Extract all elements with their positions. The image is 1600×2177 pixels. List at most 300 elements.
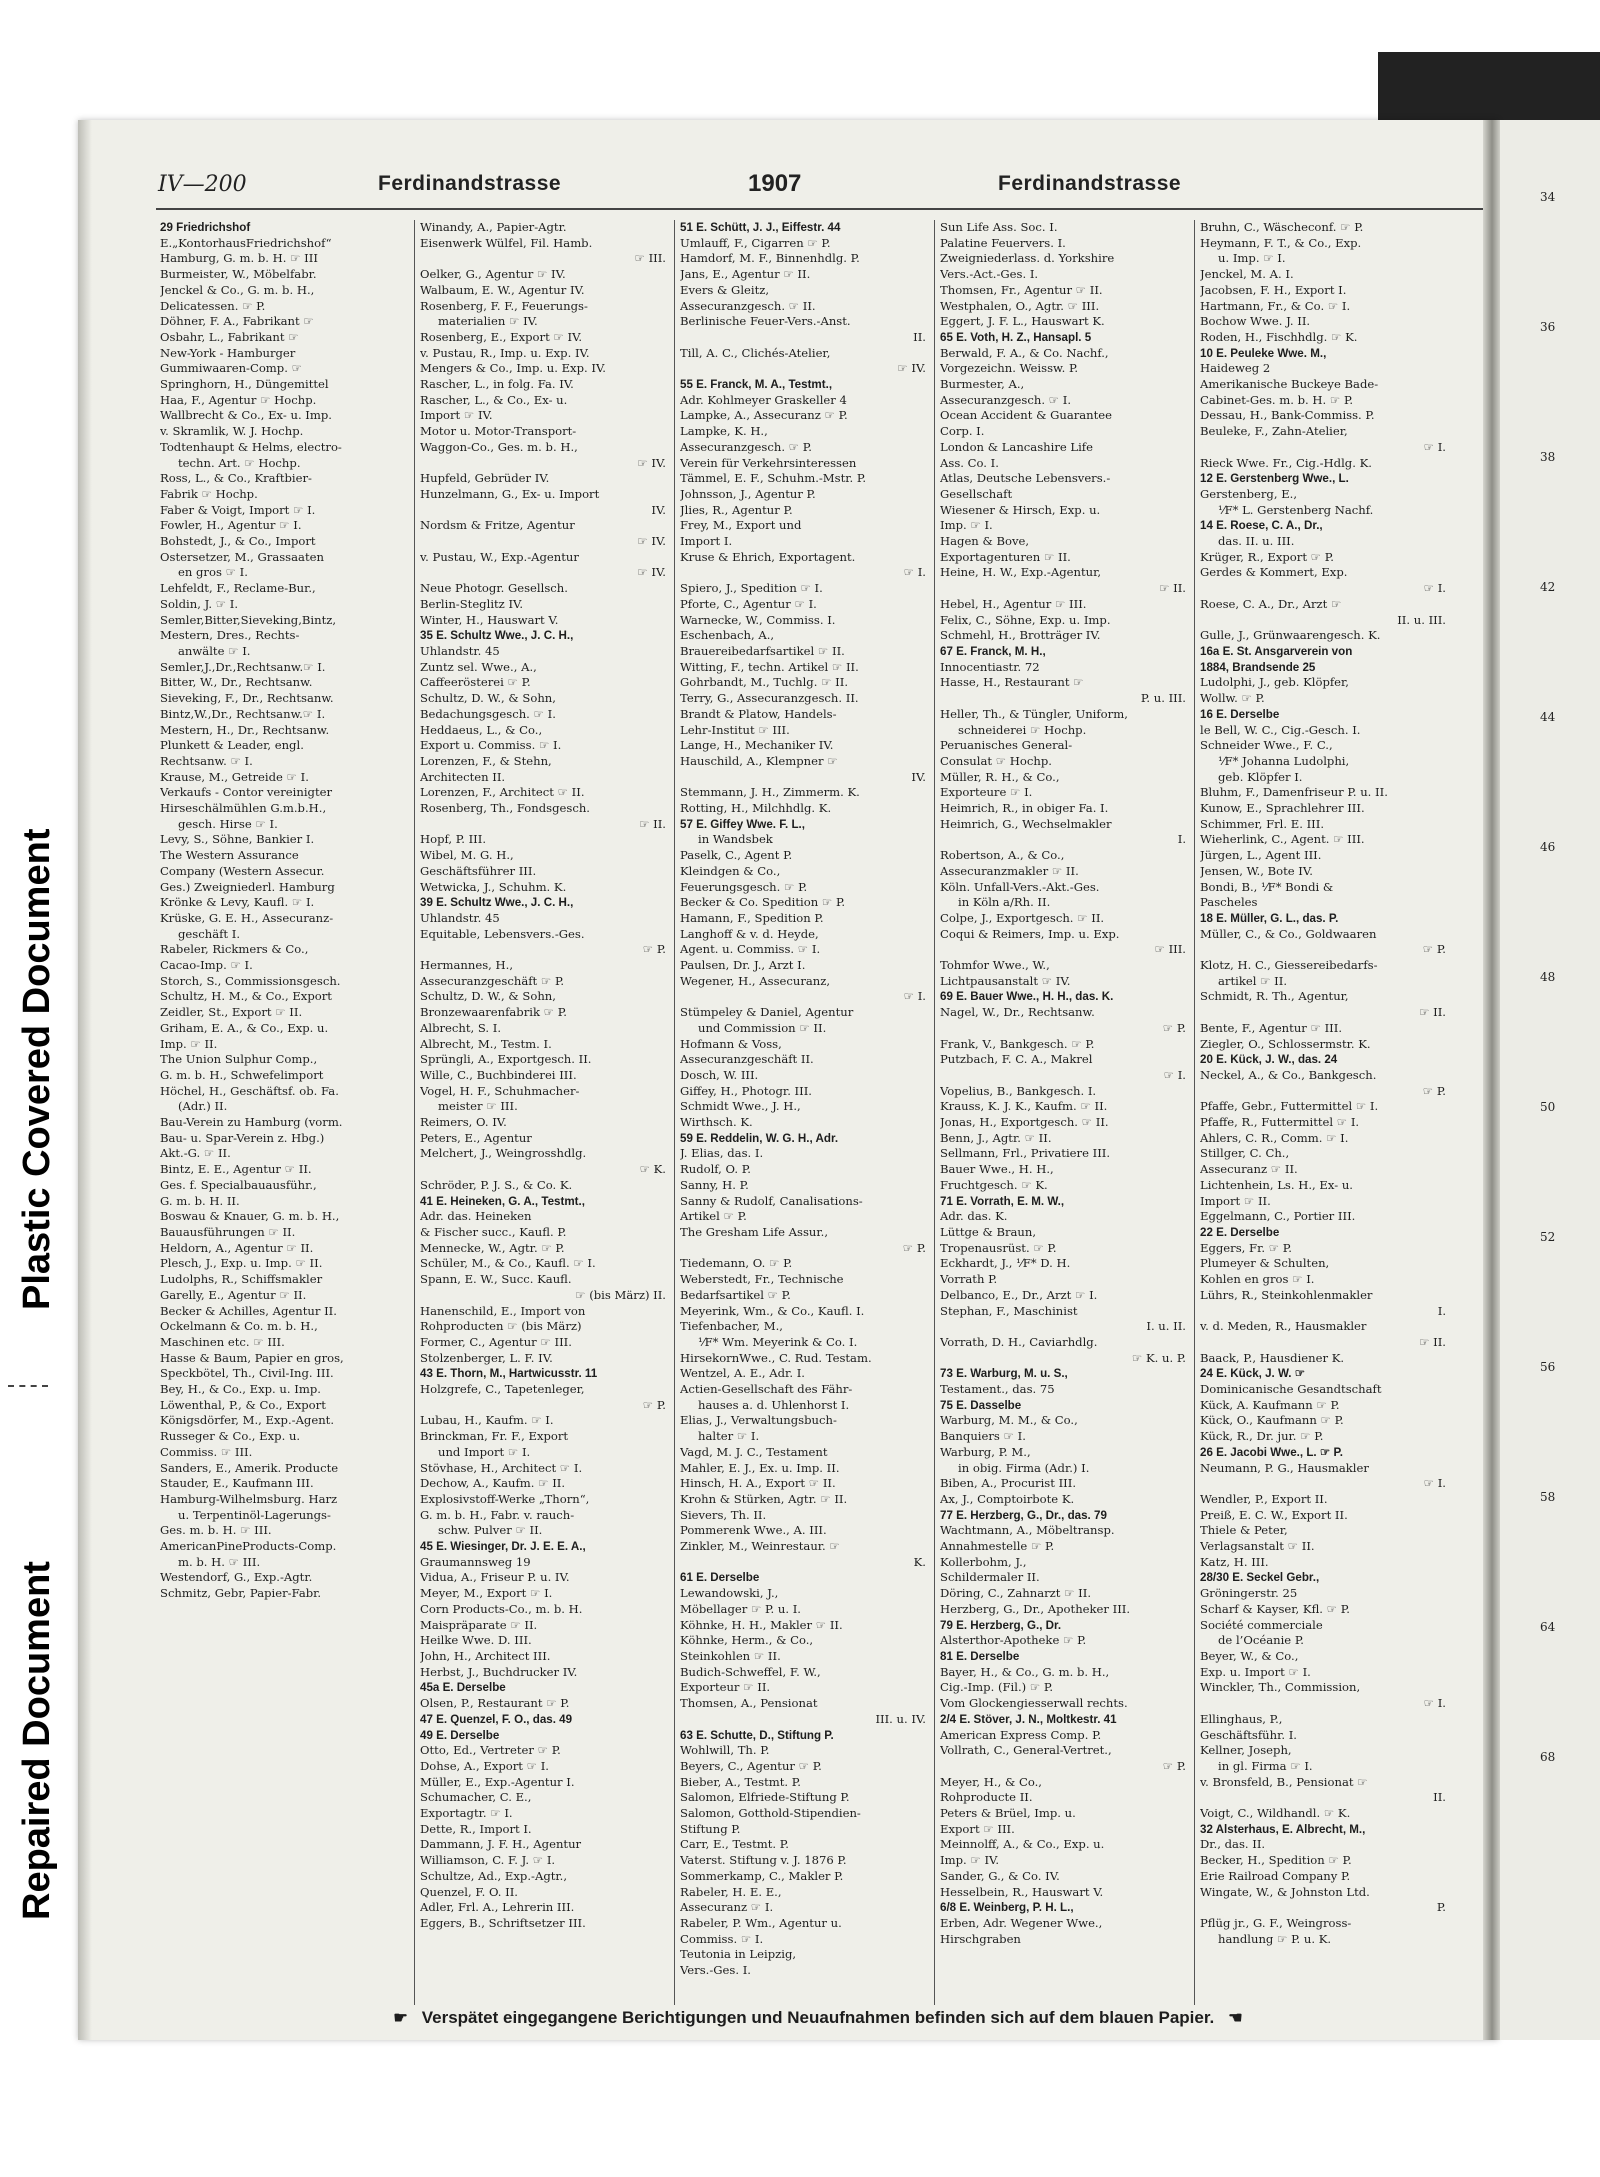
directory-entry-line: Export ☞ III. — [940, 1821, 1015, 1836]
adjacent-page-number: 52 — [1540, 1230, 1556, 1244]
directory-entry-line: Walbaum, E. W., Agentur IV. — [420, 282, 585, 297]
directory-entry-line: Uhlandstr. 45 — [420, 643, 500, 658]
directory-entry-line: Assecuranzmakler ☞ II. — [940, 863, 1079, 878]
directory-entry-line: ☞ I. — [903, 989, 926, 1004]
directory-entry-line: 10 E. Peuleke Wwe. M., — [1200, 346, 1327, 360]
adjacent-page-edge — [1500, 120, 1600, 2040]
directory-entry-line: Krause, M., Getreide ☞ I. — [160, 769, 309, 784]
directory-entry-line: schw. Pulver ☞ II. — [438, 1523, 543, 1538]
directory-entry-line: materialien ☞ IV. — [438, 314, 538, 329]
directory-entry-line: Jacobsen, F. H., Export I. — [1200, 282, 1347, 297]
directory-entry-line: Wibel, M. G. H., — [420, 848, 514, 863]
directory-entry-line: 77 E. Herzberg, G., Dr., das. 79 — [940, 1508, 1107, 1522]
directory-entry-line: P. u. III. — [1140, 691, 1186, 706]
directory-entry-line: Schultz, D. W., & Sohn, — [420, 989, 556, 1004]
directory-entry-line: Import ☞ IV. — [420, 408, 493, 423]
directory-entry-line: Scharf & Kayser, Kfl. ☞ P. — [1200, 1601, 1350, 1616]
directory-entry-line: Hanenschild, E., Import von — [420, 1303, 586, 1318]
directory-entry-line: Coqui & Reimers, Imp. u. Exp. — [940, 926, 1120, 941]
directory-entry-line: ☞ K. — [639, 1162, 666, 1177]
directory-entry-line: Brinckman, Fr. F., Export — [420, 1429, 569, 1444]
directory-entry-line: Jensen, W., Bote IV. — [1200, 863, 1313, 878]
directory-entry-line: E.„KontorhausFriedrichshof“ — [160, 235, 332, 250]
directory-entry-line: Paselk, C., Agent P. — [680, 848, 793, 863]
directory-entry-line: Krüger, R., Export ☞ P. — [1200, 549, 1334, 564]
directory-entry-line: 75 E. Dasselbe — [940, 1398, 1022, 1412]
directory-entry-line: Corn Products-Co., m. b. H. — [420, 1601, 583, 1616]
directory-entry-line: Rascher, L., & Co., Ex- u. — [420, 392, 568, 407]
directory-entry-line: Testament., das. 75 — [940, 1382, 1055, 1397]
directory-entry-line: John, H., Architect III. — [420, 1648, 551, 1663]
directory-entry-line: Stauder, E., Kaufmann III. — [160, 1476, 314, 1491]
directory-entry-line: Hesselbein, R., Hauswart V. — [940, 1884, 1104, 1899]
directory-entry-line: Plunkett & Leader, engl. — [160, 738, 304, 753]
directory-entry-line: Dr., das. II. — [1200, 1837, 1266, 1852]
directory-entry-line: Bau- u. Spar-Verein z. Hbg.) — [160, 1130, 325, 1145]
directory-entry-line: Brandt & Platow, Handels- — [680, 706, 837, 721]
directory-entry-line: I. — [1177, 832, 1186, 847]
directory-entry-line: Meyer, H., & Co., — [940, 1774, 1042, 1789]
directory-entry-line: G. m. b. H. II. — [160, 1193, 240, 1208]
directory-entry-line: Rosenberg, Th., Fondsgesch. — [420, 801, 590, 816]
directory-entry-line: geb. Klöpfer I. — [1218, 769, 1303, 784]
directory-entry-line: Plesch, J., Exp. u. Imp. ☞ II. — [160, 1256, 323, 1271]
directory-entry-line: Amerikanische Buckeye Bade- — [1200, 377, 1379, 392]
directory-entry-line: 32 Alsterhaus, E. Albrecht, M., — [1200, 1822, 1366, 1836]
directory-entry-line: in Köln a/Rh. II. — [958, 895, 1051, 910]
directory-entry-line: Dohse, A., Export ☞ I. — [420, 1758, 549, 1773]
directory-entry-line: Biben, A., Procurist III. — [940, 1476, 1077, 1491]
adjacent-page-number: 46 — [1540, 840, 1556, 854]
directory-entry-line: ☞ IV. — [897, 361, 926, 376]
directory-entry-line: Ludolphs, R., Schiffsmakler — [160, 1272, 323, 1287]
directory-entry-line: Pommerenk Wwe., A. III. — [680, 1523, 827, 1538]
directory-entry-line: in Wandsbek — [698, 832, 773, 847]
adjacent-page-number: 34 — [1540, 190, 1556, 204]
directory-entry-line: Albrecht, S. I. — [420, 1020, 502, 1035]
directory-entry-line: Beyers, C., Agentur ☞ P. — [680, 1758, 822, 1773]
directory-entry-line: Otto, Ed., Vertreter ☞ P. — [420, 1743, 561, 1758]
directory-entry-line: Lewandowski, J., — [680, 1586, 779, 1601]
directory-entry-line: in obig. Firma (Adr.) I. — [958, 1460, 1090, 1475]
directory-entry-line: Lehr-Institut ☞ III. — [680, 722, 790, 737]
directory-entry-line: und Commission ☞ II. — [698, 1020, 827, 1035]
directory-entry-line: Spiero, J., Spedition ☞ I. — [680, 581, 823, 596]
directory-entry-line: Spann, E. W., Succ. Kaufl. — [420, 1272, 572, 1287]
directory-entry-line: Dosch, W. III. — [680, 1067, 759, 1082]
directory-entry-line: Warnecke, W., Commiss. I. — [680, 612, 836, 627]
directory-entry-line: Erben, Adr. Wegener Wwe., — [940, 1915, 1103, 1930]
directory-entry-line: anwälte ☞ I. — [178, 643, 251, 658]
directory-entry-line: Gesellschaft — [940, 486, 1013, 501]
adjacent-page-number: 36 — [1540, 320, 1556, 334]
directory-entry-line: Gröningerstr. 25 — [1200, 1586, 1298, 1601]
directory-entry-line: meister ☞ III. — [438, 1099, 518, 1114]
directory-entry-line: Hebel, H., Agentur ☞ III. — [940, 596, 1087, 611]
directory-entry-line: Faber & Voigt, Import ☞ I. — [160, 502, 316, 517]
directory-entry-line: Schultz, H. M., & Co., Export — [160, 989, 332, 1004]
directory-entry-line: Wieherlink, C., Agent. ☞ III. — [1200, 832, 1365, 847]
directory-entry-line: Höchel, H., Geschäftsf. ob. Fa. — [160, 1083, 339, 1098]
directory-column-4 — [940, 220, 1186, 2010]
directory-entry-line: Hamburg, G. m. b. H. ☞ III — [160, 251, 318, 266]
directory-entry-line: I. — [1437, 1303, 1446, 1318]
directory-entry-line: Ges. f. Specialbauausführ., — [160, 1177, 317, 1192]
directory-entry-line: Annahmestelle ☞ P. — [940, 1539, 1055, 1554]
directory-entry-line: Exp. u. Import ☞ I. — [1200, 1664, 1311, 1679]
directory-entry-line: Exporteure ☞ I. — [940, 785, 1033, 800]
directory-entry-line: Kunow, E., Sprachlehrer III. — [1200, 801, 1365, 816]
directory-entry-line: Wallbrecht & Co., Ex- u. Imp. — [160, 408, 332, 423]
directory-entry-line: Mahler, E. J., Ex. u. Imp. II. — [680, 1460, 840, 1475]
directory-entry-line: Schmehl, H., Brotträger IV. — [940, 628, 1101, 643]
header-year: 1907 — [748, 170, 802, 197]
directory-entry-line: Robertson, A., & Co., — [940, 848, 1065, 863]
directory-entry-line: Vidua, A., Friseur P. u. IV. — [420, 1570, 570, 1585]
directory-entry-line: Jonas, H., Exportgesch. ☞ II. — [940, 1115, 1109, 1130]
directory-entry-line: 45 E. Wiesinger, Dr. J. E. E. A., — [420, 1540, 586, 1554]
column-divider — [674, 220, 675, 2005]
directory-entry-line: Innocentiastr. 72 — [940, 659, 1040, 674]
directory-entry-line: Banquiers ☞ I. — [940, 1429, 1026, 1444]
directory-entry-line: Haideweg 2 — [1200, 361, 1271, 376]
directory-entry-line: Semler,J.,Dr.,Rechtsanw.☞ I. — [160, 659, 326, 674]
directory-entry-line: 6/8 E. Weinberg, P. H. L., — [940, 1901, 1074, 1915]
directory-entry-line: Köln. Unfall-Vers.-Akt.-Ges. — [940, 879, 1100, 894]
directory-entry-line: 18 E. Müller, G. L., das. P. — [1200, 911, 1339, 925]
adjacent-page-number: 44 — [1540, 710, 1556, 724]
directory-entry-line: Langhoff & v. d. Heyde, — [680, 926, 819, 941]
directory-entry-line: 12 E. Gerstenberg Wwe., L. — [1200, 472, 1349, 486]
directory-entry-line: Dette, R., Import I. — [420, 1821, 532, 1836]
directory-entry-line: 49 E. Derselbe — [420, 1728, 500, 1742]
directory-entry-line: Uhlandstr. 45 — [420, 910, 500, 925]
directory-entry-line: II. — [913, 329, 926, 344]
directory-entry-line: Ocean Accident & Guarantee — [940, 408, 1113, 423]
directory-entry-line: Burmeister, W., Möbelfabr. — [160, 267, 317, 282]
directory-entry-line: Wentzel, A. E., Adr. I. — [680, 1366, 805, 1381]
directory-entry-line: Schmitz, Gebr, Papier-Fabr. — [160, 1586, 322, 1601]
directory-entry-line: Möbellager ☞ P. u. I. — [680, 1601, 801, 1616]
directory-entry-line: Ges.) Zweigniederl. Hamburg — [160, 879, 335, 894]
directory-entry-line: Heimrich, G., Wechselmakler — [940, 816, 1112, 831]
adjacent-page-number: 38 — [1540, 450, 1556, 464]
directory-entry-line: Eggelmann, C., Portier III. — [1200, 1209, 1356, 1224]
directory-entry-line: Tohmfor Wwe., W., — [940, 958, 1050, 973]
directory-entry-line: Stövhase, H., Architect ☞ I. — [420, 1460, 583, 1475]
directory-entry-line: Storch, S., Commissionsgesch. — [160, 973, 341, 988]
directory-entry-line: Stillger, C. Ch., — [1200, 1146, 1290, 1161]
directory-entry-line: 61 E. Derselbe — [680, 1571, 760, 1585]
directory-entry-line: Wohlwill, Th. P. — [680, 1743, 770, 1758]
directory-entry-line: Brauereibedarfsartikel ☞ II. — [680, 643, 845, 658]
directory-column-1 — [160, 220, 406, 2010]
directory-entry-line: Melchert, J., Weingrosshdlg. — [420, 1146, 587, 1161]
directory-entry-line: Stiftung P. — [680, 1821, 741, 1836]
directory-entry-line: Katz, H. III. — [1200, 1554, 1269, 1569]
header-title-left: Ferdinandstrasse — [378, 172, 562, 195]
directory-entry-line: Caffeerösterei ☞ P. — [420, 675, 531, 690]
directory-entry-line: Bluhm, F., Damenfriseur P. u. II. — [1200, 785, 1388, 800]
directory-entry-line: Eggers, Fr. ☞ P. — [1200, 1240, 1292, 1255]
directory-entry-line: Wegener, H., Assecuranz, — [680, 973, 831, 988]
directory-entry-line: Soldin, J. ☞ I. — [160, 596, 239, 611]
adjacent-page-number: 50 — [1540, 1100, 1556, 1114]
directory-entry-line: Salomon, Gotthold-Stipendien- — [680, 1806, 861, 1821]
directory-entry-line: Architecten II. — [420, 769, 506, 784]
directory-entry-line: Wachtmann, A., Möbeltransp. — [940, 1523, 1115, 1538]
directory-entry-line: Cabinet-Ges. m. b. H. ☞ P. — [1200, 392, 1354, 407]
directory-entry-line: Speckbötel, Th., Civil-Ing. III. — [160, 1366, 334, 1381]
directory-entry-line: Hofmann & Voss, — [680, 1036, 782, 1051]
directory-entry-line: 57 E. Giffey Wwe. F. L., — [680, 817, 805, 831]
directory-entry-line: in gl. Firma ☞ I. — [1218, 1758, 1313, 1773]
directory-entry-line: Wetwicka, J., Schuhm. K. — [420, 879, 567, 894]
directory-entry-line: 28/30 E. Seckel Gebr., — [1200, 1571, 1320, 1585]
directory-entry-line: Schultze, Ad., Exp.-Agtr., — [420, 1868, 568, 1883]
directory-entry-line: Sellmann, Frl., Privatiere III. — [940, 1146, 1111, 1161]
directory-entry-line: Import I. — [680, 534, 733, 549]
directory-entry-line: Jans, E., Agentur ☞ II. — [680, 267, 811, 282]
directory-entry-line: The Gresham Life Assur., — [680, 1225, 829, 1239]
directory-entry-line: I. u. II. — [1146, 1319, 1186, 1334]
directory-entry-line: Lange, H., Mechaniker IV. — [680, 738, 834, 753]
directory-entry-line: Sievers, Th. II. — [680, 1507, 767, 1522]
directory-entry-line: Eggers, B., Schriftsetzer III. — [420, 1915, 586, 1930]
directory-entry-line: Winckler, Th., Commission, — [1200, 1680, 1361, 1695]
directory-entry-line: ☞ P. — [1422, 1083, 1446, 1098]
directory-entry-line: ☞ I. — [1423, 1696, 1446, 1711]
directory-entry-line: 59 E. Reddelin, W. G. H., Adr. — [680, 1131, 839, 1145]
directory-entry-line: Feuerungsgesch. ☞ P. — [680, 879, 808, 894]
directory-entry-line: Corp. I. — [940, 424, 985, 439]
directory-entry-line: Rohproducte II. — [940, 1790, 1033, 1805]
directory-entry-line: Müller, R. H., & Co., — [940, 769, 1060, 784]
directory-entry-line: Ostersetzer, M., Grassaaten — [160, 549, 324, 564]
directory-entry-line: Rohproducten ☞ (bis März) — [420, 1319, 582, 1334]
directory-entry-line: Rascher, L., in folg. Fa. IV. — [420, 377, 574, 392]
directory-entry-line: Hamburg-Wilhelmsburg. Harz — [160, 1491, 338, 1506]
directory-entry-line: Adr. das. Heineken — [420, 1209, 532, 1224]
directory-entry-line: Benn, J., Agtr. ☞ II. — [940, 1130, 1052, 1145]
directory-entry-line: Cig.-Imp. (Fil.) ☞ P. — [940, 1680, 1054, 1695]
directory-entry-line: Export u. Commiss. ☞ I. — [420, 738, 562, 753]
directory-entry-line: IV. — [911, 769, 926, 784]
directory-entry-line: ☞ K. u. P. — [1131, 1350, 1186, 1365]
footer-text: Verspätet eingegangene Berichtigungen und Neuaufnahmen befinden sich auf dem blauen Papier. — [421, 2008, 1215, 2027]
directory-entry-line: ☞ IV. — [637, 565, 666, 580]
adjacent-page-number: 42 — [1540, 580, 1556, 594]
directory-entry-line: 29 Friedrichshof — [160, 221, 251, 234]
directory-entry-line: III. u. IV. — [875, 1711, 926, 1726]
directory-entry-line: 81 E. Derselbe — [940, 1649, 1020, 1663]
directory-entry-line: Wille, C., Buchbinderei III. — [420, 1067, 577, 1082]
directory-entry-line: Berwald, F. A., & Co. Nachf., — [940, 345, 1109, 360]
directory-entry-line: Döring, C., Zahnarzt ☞ II. — [940, 1586, 1092, 1601]
adjacent-page-number: 64 — [1540, 1620, 1556, 1634]
directory-entry-line: 63 E. Schutte, D., Stiftung P. — [680, 1728, 834, 1742]
directory-entry-line: Eckhardt, J., ⅟F* D. H. — [940, 1256, 1071, 1271]
directory-entry-line: Neumann, P. G., Hausmakler — [1200, 1460, 1369, 1475]
adjacent-page-number: 58 — [1540, 1490, 1556, 1504]
directory-entry-line: 16 E. Derselbe — [1200, 707, 1280, 721]
directory-entry-line: Köhnke, Herm., & Co., — [680, 1633, 814, 1648]
directory-entry-line: Frey, M., Export und — [680, 518, 802, 533]
directory-entry-line: Peruanisches General- — [940, 738, 1073, 753]
directory-entry-line: Sanders, E., Amerik. Producte — [160, 1460, 339, 1475]
separator-dash — [8, 1385, 48, 1387]
directory-entry-line: New-York - Hamburger — [160, 345, 296, 360]
directory-entry-line: Hupfeld, Gebrüder IV. — [420, 471, 550, 486]
directory-entry-line: Kück, R., Dr. jur. ☞ P. — [1200, 1429, 1324, 1444]
directory-entry-line: hauses a. d. Uhlenhorst I. — [698, 1397, 850, 1412]
directory-entry-line: Voigt, C., Wildhandl. ☞ K. — [1200, 1806, 1351, 1821]
directory-entry-line: Pfaffe, R., Futtermittel ☞ I. — [1200, 1115, 1360, 1130]
directory-entry-line: Ross, L., & Co., Kraftbier- — [160, 471, 312, 486]
directory-entry-line: Vagd, M. J. C., Testament — [680, 1444, 828, 1459]
directory-column-2 — [420, 220, 666, 2010]
pointing-hand-icon: ☛ — [393, 2010, 408, 2027]
directory-entry-line: Schildermaler II. — [940, 1570, 1040, 1585]
directory-entry-line: Pascheles — [1200, 895, 1258, 910]
directory-entry-line: Hasse & Baum, Papier en gros, — [160, 1350, 344, 1365]
directory-entry-line: Hauschild, A., Klempner ☞ — [680, 753, 838, 768]
directory-entry-line: Actien-Gesellschaft des Fähr- — [680, 1382, 853, 1397]
directory-entry-line: 26 E. Jacobi Wwe., L. ☞ P. — [1200, 1445, 1343, 1459]
directory-entry-line: de l’Océanie P. — [1218, 1633, 1304, 1648]
directory-entry-line: Exporteur ☞ II. — [680, 1680, 771, 1695]
directory-entry-line: Zweigniederlass. d. Yorkshire — [940, 251, 1115, 266]
directory-entry-line: Vopelius, B., Bankgesch. I. — [940, 1083, 1097, 1098]
directory-entry-line: Assecuranzgeschäft II. — [680, 1052, 814, 1067]
directory-entry-line: Salomon, Elfriede-Stiftung P. — [680, 1790, 850, 1805]
directory-entry-line: Colpe, J., Exportgesch. ☞ II. — [940, 910, 1105, 925]
scanner-edge-block — [1378, 52, 1600, 127]
directory-entry-line: ☞ (bis März) II. — [575, 1287, 666, 1302]
directory-entry-line: Neckel, A., & Co., Bankgesch. — [1200, 1067, 1377, 1082]
directory-entry-line: Heldorn, A., Agentur ☞ II. — [160, 1240, 314, 1255]
directory-entry-line: Quenzel, F. O. II. — [420, 1884, 518, 1899]
directory-entry-line: Verkaufs - Contor vereinigter — [160, 785, 333, 800]
directory-entry-line: 65 E. Voth, H. Z., Hansapl. 5 — [940, 330, 1092, 344]
directory-entry-line: Roden, H., Fischhdlg. ☞ K. — [1200, 329, 1358, 344]
directory-entry-line: 79 E. Herzberg, G., Dr. — [940, 1618, 1062, 1632]
directory-entry-line: Wendler, P., Export II. — [1200, 1491, 1328, 1506]
directory-entry-line: Gulle, J., Grünwaarengesch. K. — [1200, 628, 1381, 643]
directory-entry-line: Warburg, P. M., — [940, 1444, 1031, 1459]
directory-entry-line: Kruse & Ehrich, Exportagent. — [680, 549, 856, 564]
directory-entry-line: Bedarfsartikel ☞ P. — [680, 1287, 791, 1302]
directory-entry-line: Ziegler, O., Schlossermstr. K. — [1200, 1036, 1371, 1051]
directory-column-3 — [680, 220, 926, 2010]
directory-entry-line: Beuleke, F., Zahn-Atelier, — [1200, 424, 1348, 439]
directory-entry-line: ☞ P. — [642, 942, 666, 957]
directory-entry-line: Consulat ☞ Hochp. — [940, 753, 1052, 768]
directory-entry-line: Meyerink, Wm., & Co., Kaufl. I. — [680, 1303, 865, 1318]
directory-entry-line: American Express Comp. P. — [940, 1727, 1102, 1742]
directory-entry-line: Jlies, R., Agentur P. — [680, 502, 793, 517]
directory-entry-line: Bintz, E. E., Agentur ☞ II. — [160, 1162, 312, 1177]
directory-entry-line: Agent. u. Commiss. ☞ I. — [680, 942, 821, 957]
directory-entry-line: Hirschgraben — [940, 1931, 1021, 1946]
directory-entry-line: ☞ III. — [634, 251, 666, 266]
directory-entry-line: Tiefenbacher, M., — [680, 1319, 783, 1334]
directory-entry-line: Bruhn, C., Wäscheconf. ☞ P. — [1200, 220, 1364, 234]
directory-entry-line: Springhorn, H., Düngemittel — [160, 377, 329, 392]
directory-entry-line: Winter, H., Hauswart V. — [420, 612, 559, 627]
directory-entry-line: Wirthsch. K. — [680, 1115, 753, 1130]
book-gutter — [1483, 120, 1501, 2040]
directory-entry-line: Bochow Wwe. J. II. — [1200, 314, 1311, 329]
directory-entry-line: Vers.-Ges. I. — [680, 1963, 751, 1978]
directory-entry-line: m. b. H. ☞ III. — [178, 1554, 261, 1569]
directory-entry-line: Explosivstoff-Werke „Thorn“, — [420, 1491, 590, 1506]
directory-entry-line: ⅟F* Johanna Ludolphi, — [1218, 753, 1350, 768]
directory-entry-line: Levy, S., Söhne, Bankier I. — [160, 832, 315, 847]
directory-entry-line: Kück, A. Kaufmann ☞ P. — [1200, 1397, 1340, 1412]
directory-entry-line: Roese, C. A., Dr., Arzt ☞ — [1200, 596, 1342, 611]
directory-entry-line: v. Bronsfeld, B., Pensionat ☞ — [1200, 1774, 1368, 1789]
directory-entry-line: 47 E. Quenzel, F. O., das. 49 — [420, 1712, 573, 1726]
directory-entry-line: Osbahr, L., Fabrikant ☞ — [160, 329, 299, 344]
directory-entry-line: Dechow, A., Kaufm. ☞ II. — [420, 1476, 566, 1491]
directory-entry-line: Warburg, M. M., & Co., — [940, 1413, 1078, 1428]
directory-entry-line: Lampke, A., Assecuranz ☞ P. — [680, 408, 848, 423]
directory-entry-line: Graumannsweg 19 — [420, 1554, 531, 1569]
directory-entry-line: Dessau, H., Bank-Commiss. P. — [1200, 408, 1375, 423]
directory-entry-line: ☞ P. — [1422, 942, 1446, 957]
directory-entry-line: Weberstedt, Fr., Technische — [680, 1272, 844, 1287]
directory-entry-line: G. m. b. H., Fabr. v. rauch- — [420, 1507, 575, 1522]
directory-entry-line: 39 E. Schultz Wwe., J. C. H., — [420, 896, 574, 910]
directory-entry-line: Heilke Wwe. D. III. — [420, 1633, 532, 1648]
adjacent-page-number: 68 — [1540, 1750, 1556, 1764]
directory-entry-line: Vaterst. Stiftung v. J. 1876 P. — [680, 1853, 847, 1868]
directory-entry-line: Becker & Co. Spedition ☞ P. — [680, 895, 846, 910]
directory-entry-line: II. — [1433, 1790, 1446, 1805]
directory-entry-line: 20 E. Kück, J. W., das. 24 — [1200, 1053, 1338, 1067]
directory-entry-line: Fabrik ☞ Hochp. — [160, 486, 258, 501]
directory-entry-line: Felix, C., Söhne, Exp. u. Imp. — [940, 612, 1111, 627]
directory-entry-line: ☞ I. — [1163, 1067, 1186, 1082]
directory-entry-line: Reimers, O. IV. — [420, 1115, 507, 1130]
directory-entry-line: Bronzewaarenfabrik ☞ P. — [420, 1005, 567, 1020]
directory-entry-line: 43 E. Thorn, M., Hartwicusstr. 11 — [420, 1367, 598, 1381]
directory-entry-line: Heddaeus, L., & Co., — [420, 722, 543, 737]
directory-entry-line: Sanny & Rudolf, Canalisations- — [680, 1193, 863, 1208]
directory-entry-line: Löwenthal, P., & Co., Export — [160, 1397, 326, 1412]
directory-entry-line: Hunzelmann, G., Ex- u. Import — [420, 486, 600, 501]
directory-entry-line: Vorrath, D. H., Caviarhdlg. — [940, 1334, 1098, 1349]
directory-entry-line: Vers.-Act.-Ges. I. — [940, 267, 1039, 282]
directory-entry-line: das. II. u. III. — [1218, 534, 1295, 549]
directory-entry-line: Atlas, Deutsche Lebensvers.- — [940, 471, 1111, 486]
column-divider — [414, 220, 415, 2005]
side-label-repaired: Repaired Document — [16, 1561, 58, 1920]
directory-entry-line: ☞ III. — [1154, 942, 1186, 957]
directory-entry-line: Gerdes & Kommert, Exp. — [1200, 565, 1348, 580]
directory-entry-line: (Adr.) II. — [178, 1099, 228, 1114]
directory-entry-line: Krönke & Levy, Kaufl. ☞ I. — [160, 895, 315, 910]
directory-entry-line: Zuntz sel. Wwe., A., — [420, 659, 537, 674]
directory-entry-line: Mestern, Dres., Rechts- — [160, 628, 300, 643]
directory-entry-line: en gros ☞ I. — [178, 565, 248, 580]
directory-entry-line: Becker, H., Spedition ☞ P. — [1200, 1853, 1352, 1868]
directory-entry-line: Geschäftsführer III. — [420, 863, 537, 878]
directory-entry-line: Baack, P., Hausdiener K. — [1200, 1350, 1345, 1365]
directory-entry-line: 41 E. Heineken, G. A., Testmt., — [420, 1194, 585, 1208]
directory-entry-line: 14 E. Roese, C. A., Dr., — [1200, 519, 1323, 533]
